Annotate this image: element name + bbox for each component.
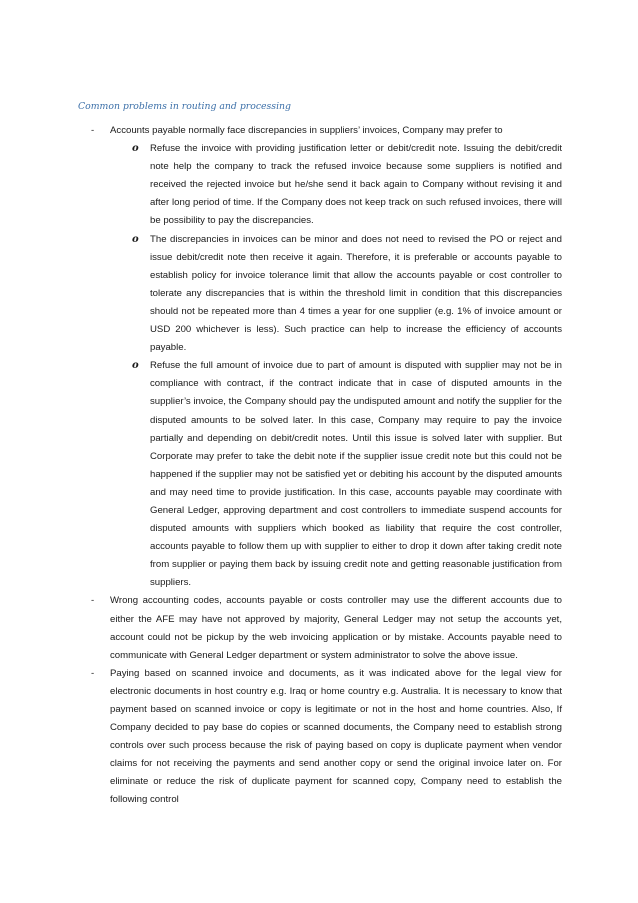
list-item xyxy=(91,592,562,664)
sub-list-item xyxy=(132,140,562,230)
list-item-text: Wrong accounting codes, accounts payable or costs controller may use the different accounts due to either the AFE may have not approved by majority, General Ledger may not setup the accounts yet, account could not be pickup by the web invoicing application or by mistake. Accounts payable need to communicate with General Ledger department or system administrator to solve the above issue. xyxy=(110,595,562,661)
sub-list-item-text: Refuse the full amount of invoice due to part of amount is disputed with supplier may not be in compliance with contract, if the contract indicate that in case of disputed amounts in the supplier’s invoice, the Company should pay the undisputed amount and notify the supplier for the disputed amounts to be solved later. In this case, Company may require to pay the invoice partially and depending on debit/credit notes. Until this issue is solved later with supplier. But Corporate may prefer to take the debit note if the supplier issue credit note but this could not be happened if the supplier may not be satisfied yet or debiting his account by the disputed amounts and may need time to provide justification. In this case, accounts payable may coordinate with General Ledger, approving department and cost controllers to immediate suspend accounts for disputed amounts with suppliers which booked as liability that require the cost controller, accounts payable to follow them up with supplier to either to drop it down after taking credit note from supplier or paying them back by issuing credit note and getting reasonable justification from suppliers. xyxy=(150,360,562,589)
dash-marker: - xyxy=(91,667,95,679)
list-item xyxy=(91,122,562,140)
list-item-text: Accounts payable normally face discrepancies in suppliers’ invoices, Company may prefer to xyxy=(110,125,503,136)
list-item-text: Paying based on scanned invoice and documents, as it was indicated above for the legal view for electronic documents in host country e.g. Iraq or home country e.g. Australia. It is necessary to know that payment based on scanned invoice or copy is legitimate or not in the host and home countries. Also, If Company decided to pay base do copies or scanned documents, the Company need to establish strong controls over such process because the risk of paying based on copy is duplicate payment when vendor claims for not receiving the payments and send another copy or send the original invoice later on. For eliminate or reduce the risk of duplicate payment for scanned copy, Company need to establish the following control xyxy=(110,667,562,806)
dash-marker: - xyxy=(91,595,95,607)
sub-list-item xyxy=(132,231,562,358)
sub-list-item-text: The discrepancies in invoices can be minor and does not need to revised the PO or reject and issue debit/credit note then receive it again. Therefore, it is preferable or accounts payable to establish policy for invoice tolerance limit that allow the accounts payable or cost controller to tolerate any discrepancies that is within the threshold limit in condition that this discrepancies should not be repeated more than 4 times a year for one supplier (e.g. 1% of invoice amount or USD 200 whichever is less). Such practice can help to increase the efficiency of accounts payable. xyxy=(150,233,562,354)
bullet-marker: o xyxy=(132,143,139,155)
bullet-marker: o xyxy=(132,233,139,245)
section-heading: Common problems in routing and processing xyxy=(78,101,291,112)
sublist xyxy=(110,140,562,592)
dash-marker: - xyxy=(91,125,95,136)
bullet-marker: o xyxy=(132,360,139,372)
list-item xyxy=(91,665,562,810)
sub-list-item-text: Refuse the invoice with providing justification letter or debit/credit note. Issuing the debit/credit note help the company to track the refused invoice because some suppliers is notified and received the rejected invoice but he/she send it back again to Company without revising it and after long period of time. If the Company does not keep track on such refused invoices, there will be possibility to pay the discrepancies. xyxy=(150,143,562,227)
sub-list-item xyxy=(132,357,562,592)
document-body xyxy=(0,122,638,810)
